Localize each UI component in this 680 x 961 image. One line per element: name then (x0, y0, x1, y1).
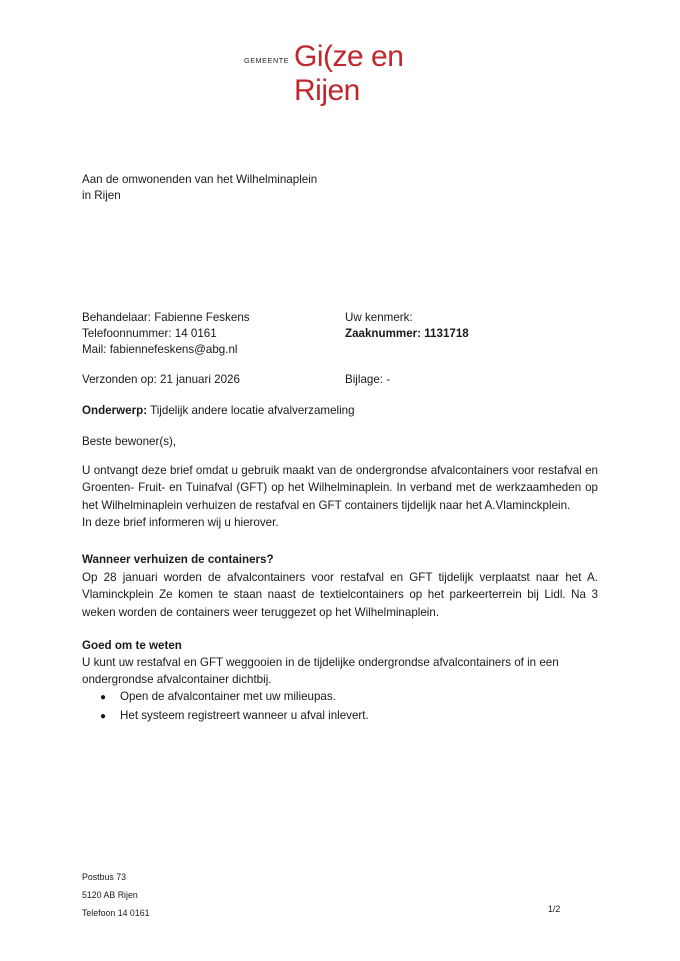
greeting: Beste bewoner(s), (82, 435, 177, 448)
section-heading-good-to-know: Goed om te weten (82, 639, 182, 652)
section-body-good-to-know (82, 654, 582, 689)
handler: Behandelaar: Fabienne Feskens (82, 311, 250, 324)
footer-po-box: Postbus 73 (82, 872, 127, 882)
list-item (100, 688, 369, 707)
intro-text: U ontvangt deze brief omdat u gebruik maakt van de ondergrondse afvalcontainers voor restafval en Groenten- Fruit- en Tuinafval (GFT) op het Wilhelminaplein. In verband met de werkzaamheden op het Wilhelminaplein verhuizen de restafval en GFT containers tijdelijk naar het A.Vlaminckplein. (82, 464, 598, 512)
intro-closing: In deze brief informeren wij u hierover. (82, 516, 279, 530)
phone-number: Telefoonnummer: 14 0161 (82, 327, 217, 340)
logo-prefix: GEMEENTE (244, 56, 290, 65)
case-number: Zaaknummer: 1131718 (345, 327, 469, 340)
bullet-icon: ● (100, 711, 107, 722)
logo-wordmark: Gi(ze en Rijen (294, 40, 404, 107)
section-body-when-text: Op 28 januari worden de afvalcontainers voor restafval en GFT tijdelijk verplaatst naar het A. Vlaminckplein Ze komen te staan naast de textielcontainers op het parkeerterrein bij Lidl. Na 3 weken worden de containers weer teruggezet op het Wilhelminaplein. (82, 571, 598, 619)
footer-address (82, 868, 150, 922)
bullet-text: Open de afvalcontainer met uw milieupas. (120, 690, 336, 703)
page-number: 1/2 (548, 904, 561, 914)
bullet-list (100, 688, 369, 726)
your-reference-label: Uw kenmerk: (345, 311, 413, 324)
section-body-good-to-know-text: U kunt uw restafval en GFT weggooien in de tijdelijke ondergrondse afvalcontainers of in een ondergrondse afvalcontainer dichtbij. (82, 656, 559, 687)
recipient-line-1: Aan de omwonenden van het Wilhelminaplein (82, 173, 318, 186)
intro-paragraph (82, 462, 598, 532)
subject (82, 403, 355, 419)
list-item (100, 707, 369, 726)
mail-address: Mail: fabiennefeskens@abg.nl (82, 343, 238, 356)
municipality-logo (244, 40, 444, 107)
section-heading-when: Wanneer verhuizen de containers? (82, 553, 274, 566)
subject-text: Tijdelijk andere locatie afvalverzameling (150, 404, 355, 417)
bullet-icon: ● (100, 692, 107, 703)
footer-postal-code: 5120 AB Rijen (82, 890, 138, 900)
subject-label: Onderwerp: (82, 404, 148, 417)
section-body-when (82, 569, 598, 621)
bullet-text: Het systeem registreert wanneer u afval inlevert. (120, 709, 369, 722)
footer-phone: Telefoon 14 0161 (82, 908, 150, 918)
attachment: Bijlage: - (345, 373, 391, 386)
sent-date: Verzonden op: 21 januari 2026 (82, 373, 240, 386)
recipient-line-2: in Rijen (82, 189, 121, 202)
